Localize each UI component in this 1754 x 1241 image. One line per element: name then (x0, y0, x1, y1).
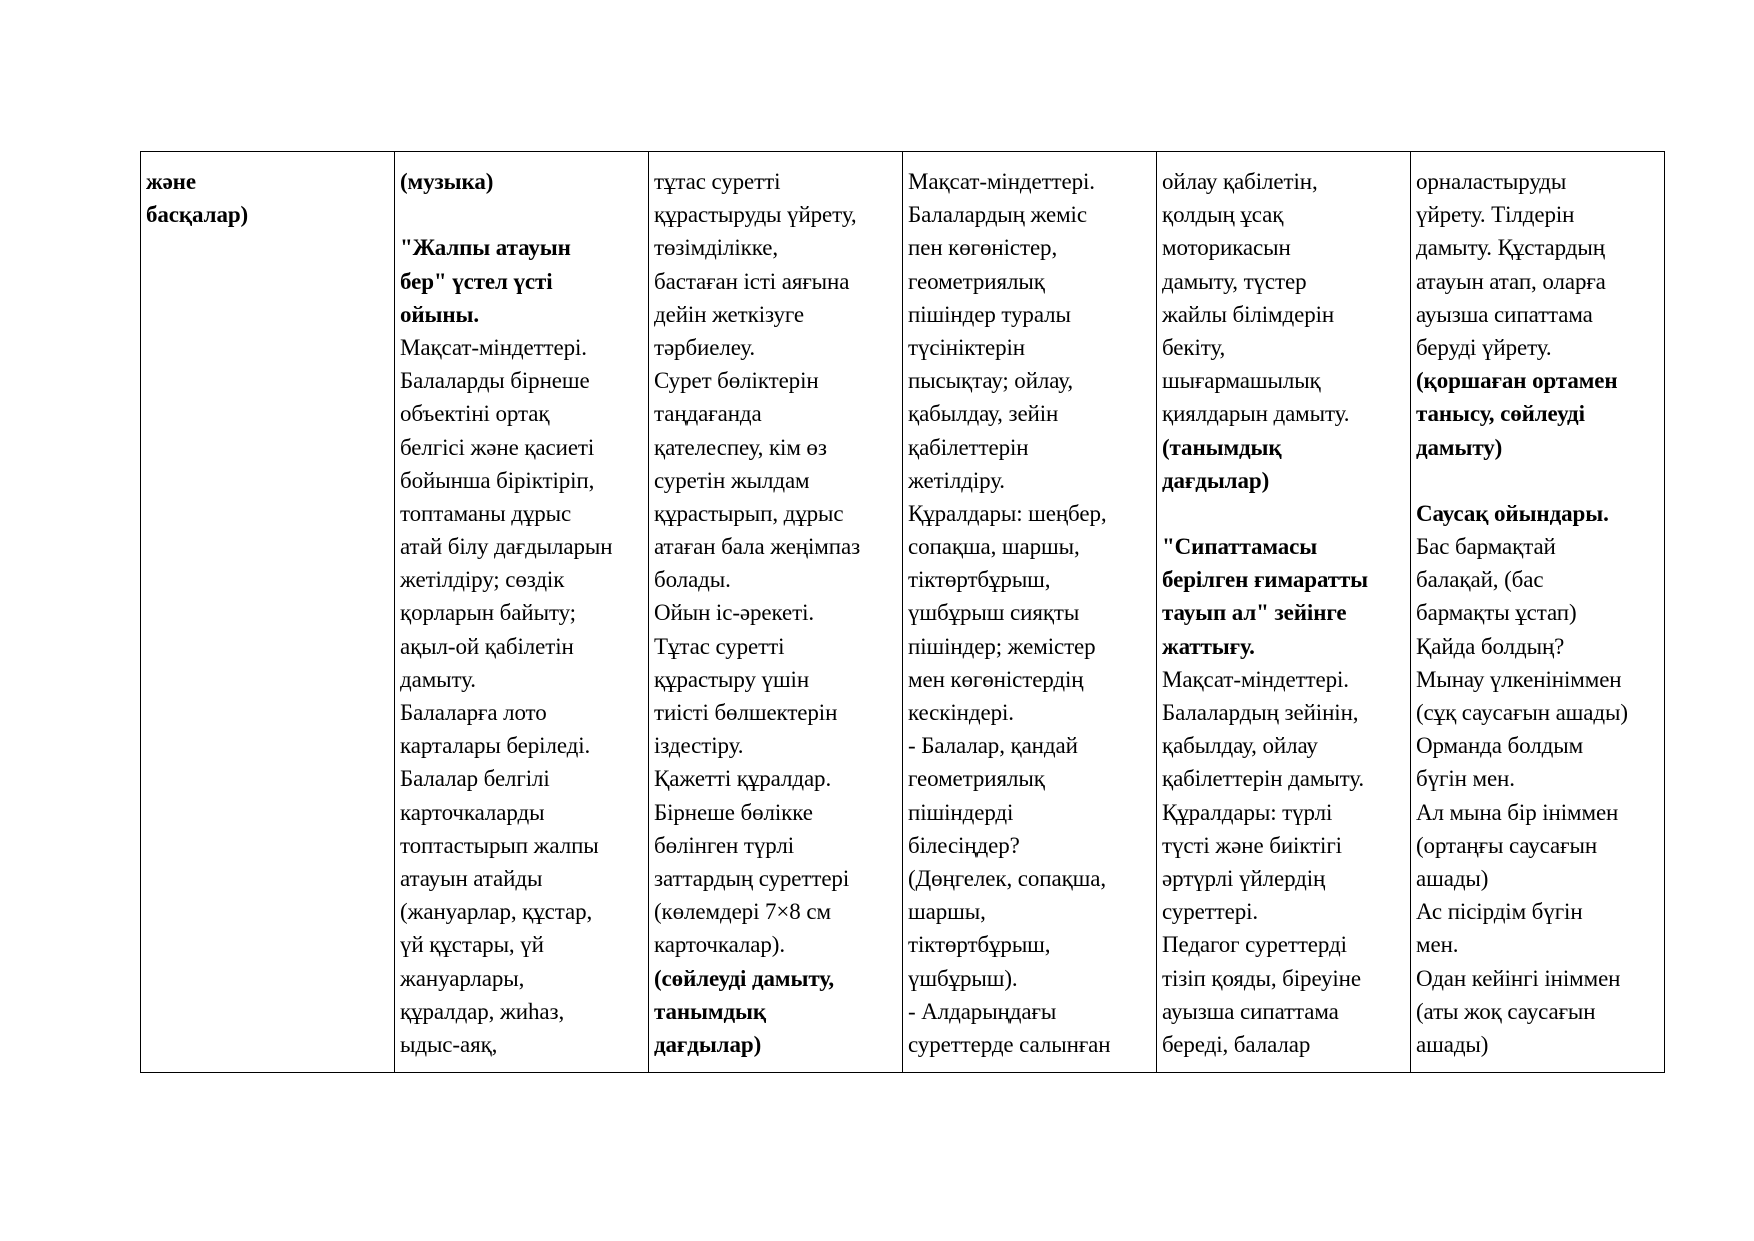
text-line: және (146, 169, 196, 194)
text-line: әртүрлі үйлердің (1162, 865, 1326, 891)
text-line: карточкалар). (654, 932, 785, 958)
text-line: таңдағанда (654, 401, 762, 427)
text-line: танымдық (654, 998, 766, 1024)
table-cell (903, 152, 1157, 1073)
text-line: пішіндерді (908, 799, 1014, 825)
text-line: үйрету. Тілдерін (1416, 202, 1575, 228)
text-line: - Алдарыңдағы (908, 998, 1057, 1024)
text-line: (көлемдері 7×8 см (654, 899, 831, 925)
blank-line (1162, 497, 1406, 530)
text-line: жетілдіру; сөздік (400, 567, 565, 593)
text-line: тұтас суретті (654, 169, 781, 194)
text-line: құрастыруды үйрету, (654, 202, 857, 228)
text-line: Балаларға лото (400, 700, 547, 725)
text-line: балақай, (бас (1416, 567, 1544, 593)
text-line: қиялдарын дамыту. (1162, 401, 1350, 427)
text-line: Ал мына бір ініммен (1416, 799, 1619, 825)
text-line: (қоршаған ортамен (1416, 368, 1618, 394)
text-line: білесіңдер? (908, 832, 1020, 858)
text-line: дамыту. Құстардың (1416, 235, 1605, 261)
text-line: пішіндер; жемістер (908, 633, 1096, 659)
text-line: түсініктерін (908, 334, 1025, 360)
text-line: Қажетті құралдар. (654, 766, 832, 792)
text-line: (жануарлар, құстар, (400, 899, 593, 925)
text-line: дағдылар) (654, 1031, 762, 1057)
text-line: суреттерде салынған (908, 1031, 1111, 1057)
text-line: (сөйлеуді дамыту, (654, 965, 834, 991)
text-line: пысықтау; ойлау, (908, 368, 1073, 394)
text-line: бер" үстел үсті (400, 268, 553, 294)
text-line: тауып ал" зейінге (1162, 600, 1347, 626)
text-line: шығармашылық (1162, 368, 1321, 394)
cell-text (146, 165, 390, 231)
text-line: Балалардың жеміс (908, 202, 1087, 228)
table-cell (395, 152, 649, 1073)
text-line: (аты жоқ саусағын (1416, 998, 1596, 1024)
text-line: тіктөртбұрыш, (908, 932, 1051, 958)
text-line: ашады) (1416, 1031, 1489, 1057)
text-line: Балалардың зейінін, (1162, 700, 1359, 725)
text-line: атауын атайды (400, 865, 543, 891)
text-line: болады. (654, 567, 731, 593)
text-line: пен көгөністер, (908, 235, 1058, 261)
text-line: Балалар белгілі (400, 766, 550, 792)
text-line: Ойын іс-әрекеті. (654, 600, 815, 626)
text-line: суретін жылдам (654, 467, 810, 493)
text-line: береді, балалар (1162, 1031, 1311, 1057)
text-line: жайлы білімдерін (1162, 301, 1335, 327)
text-line: ауызша сипаттама (1162, 998, 1339, 1024)
text-line: карталары беріледі. (400, 733, 591, 759)
text-line: Орманда болдым (1416, 733, 1584, 759)
text-line: Педагог суреттерді (1162, 932, 1347, 958)
text-line: (Дөңгелек, сопақша, (908, 865, 1107, 891)
text-line: - Балалар, қандай (908, 733, 1078, 759)
text-line: Мақсат-міндеттері. (400, 334, 587, 360)
table-cell (649, 152, 903, 1073)
text-line: құрастырып, дұрыс (654, 500, 844, 526)
text-line: Құралдары: түрлі (1162, 799, 1333, 825)
text-line: берілген ғимаратты (1162, 567, 1368, 593)
text-line: үй құстары, үй (400, 932, 544, 958)
text-line: пішіндер туралы (908, 301, 1071, 327)
text-line: кескіндері. (908, 700, 1014, 725)
text-line: топтаманы дұрыс (400, 500, 572, 526)
blank-line (1416, 464, 1660, 497)
text-line: (танымдық (1162, 434, 1282, 460)
text-line: атай білу дағдыларын (400, 534, 613, 560)
text-line: объектіні ортақ (400, 401, 550, 427)
text-line: геометриялық (908, 268, 1045, 294)
text-line: тиісті бөлшектерін (654, 700, 838, 725)
text-line: құрастыру үшін (654, 666, 810, 692)
text-line: сопақша, шаршы, (908, 534, 1080, 560)
text-line: Саусақ ойындары. (1416, 500, 1609, 526)
text-line: қолдың ұсақ (1162, 202, 1284, 228)
text-line: карточкаларды (400, 799, 545, 825)
cell-text (654, 165, 898, 1061)
text-line: қателеспеу, кім өз (654, 434, 827, 460)
text-line: Бірнеше бөлікке (654, 799, 813, 825)
text-line: басқалар) (146, 202, 249, 228)
text-line: Мақсат-міндеттері. (1162, 666, 1349, 692)
text-line: "Жалпы атауын (400, 235, 571, 261)
cell-text (908, 165, 1152, 1061)
table-cell (141, 152, 395, 1073)
text-line: танысу, сөйлеуді (1416, 401, 1585, 427)
text-line: ауызша сипаттама (1416, 301, 1593, 327)
text-line: "Сипаттамасы (1162, 534, 1318, 560)
text-line: атауын атап, оларға (1416, 268, 1606, 294)
text-line: қабілеттерін дамыту. (1162, 766, 1365, 792)
text-line: іздестіру. (654, 733, 744, 759)
text-line: үшбұрыш сияқты (908, 600, 1080, 626)
text-line: бөлінген түрлі (654, 832, 794, 858)
text-line: қабылдау, ойлау (1162, 733, 1318, 759)
cell-text (400, 165, 644, 1061)
text-line: дағдылар) (1162, 467, 1270, 493)
text-line: Ас пісірдім бүгін (1416, 899, 1583, 925)
text-line: атаған бала жеңімпаз (654, 534, 861, 560)
text-line: Бас бармақтай (1416, 534, 1556, 560)
text-line: бекіту, (1162, 334, 1226, 360)
text-line: суреттері. (1162, 899, 1259, 925)
text-line: бойынша біріктіріп, (400, 467, 595, 493)
cell-text (1416, 165, 1660, 1061)
text-line: ойлау қабілетін, (1162, 169, 1318, 194)
text-line: мен. (1416, 932, 1459, 958)
text-line: топтастырып жалпы (400, 832, 599, 858)
blank-line (400, 198, 644, 231)
text-line: тізіп қояды, біреуіне (1162, 965, 1361, 991)
text-line: (сұқ саусағын ашады) (1416, 700, 1628, 725)
text-line: ыдыс-аяқ, (400, 1031, 498, 1057)
text-line: үшбұрыш). (908, 965, 1018, 991)
text-line: ойыны. (400, 301, 480, 327)
text-line: (ортаңғы саусағын (1416, 832, 1598, 858)
text-line: дамыту. (400, 666, 476, 692)
text-line: қабылдау, зейін (908, 401, 1059, 427)
text-line: моторикасын (1162, 235, 1291, 261)
text-line: Қайда болдың? (1416, 633, 1565, 659)
text-line: жаттығу. (1162, 633, 1255, 659)
cell-text (1162, 165, 1406, 1061)
text-line: шаршы, (908, 899, 986, 925)
table-row (141, 152, 1665, 1073)
text-line: беруді үйрету. (1416, 334, 1552, 360)
text-line: төзімділікке, (654, 235, 778, 261)
text-line: қорларын байыту; (400, 600, 576, 626)
text-line: мен көгөністердің (908, 666, 1084, 692)
text-line: қабілеттерін (908, 434, 1029, 460)
text-line: орналастыруды (1416, 169, 1567, 194)
text-line: (музыка) (400, 169, 494, 194)
text-line: тіктөртбұрыш, (908, 567, 1051, 593)
text-line: тәрбиелеу. (654, 334, 756, 360)
text-line: Құралдары: шеңбер, (908, 500, 1107, 526)
text-line: Мынау үлкенініммен (1416, 666, 1622, 692)
text-line: Мақсат-міндеттері. (908, 169, 1095, 194)
text-line: түсті және биіктігі (1162, 832, 1342, 858)
text-line: Одан кейінгі ініммен (1416, 965, 1621, 991)
text-line: бастаған істі аяғына (654, 268, 850, 294)
text-line: геометриялық (908, 766, 1045, 792)
table-cell (1411, 152, 1665, 1073)
text-line: ақыл-ой қабілетін (400, 633, 574, 659)
text-line: Сурет бөліктерін (654, 368, 819, 394)
text-line: Балаларды бірнеше (400, 368, 590, 394)
text-line: ашады) (1416, 865, 1489, 891)
text-line: заттардың суреттері (654, 865, 850, 891)
text-line: жануарлары, (400, 965, 525, 991)
text-line: жетілдіру. (908, 467, 1005, 493)
text-line: дамыту, түстер (1162, 268, 1307, 294)
lesson-plan-table (140, 151, 1665, 1073)
table-cell (1157, 152, 1411, 1073)
text-line: құралдар, жиһаз, (400, 998, 565, 1024)
text-line: дамыту) (1416, 434, 1503, 460)
text-line: Тұтас суретті (654, 633, 785, 659)
text-line: бүгін мен. (1416, 766, 1515, 792)
text-line: бармақты ұстап) (1416, 600, 1577, 626)
text-line: дейін жеткізуге (654, 301, 805, 327)
text-line: белгісі және қасиеті (400, 434, 595, 460)
